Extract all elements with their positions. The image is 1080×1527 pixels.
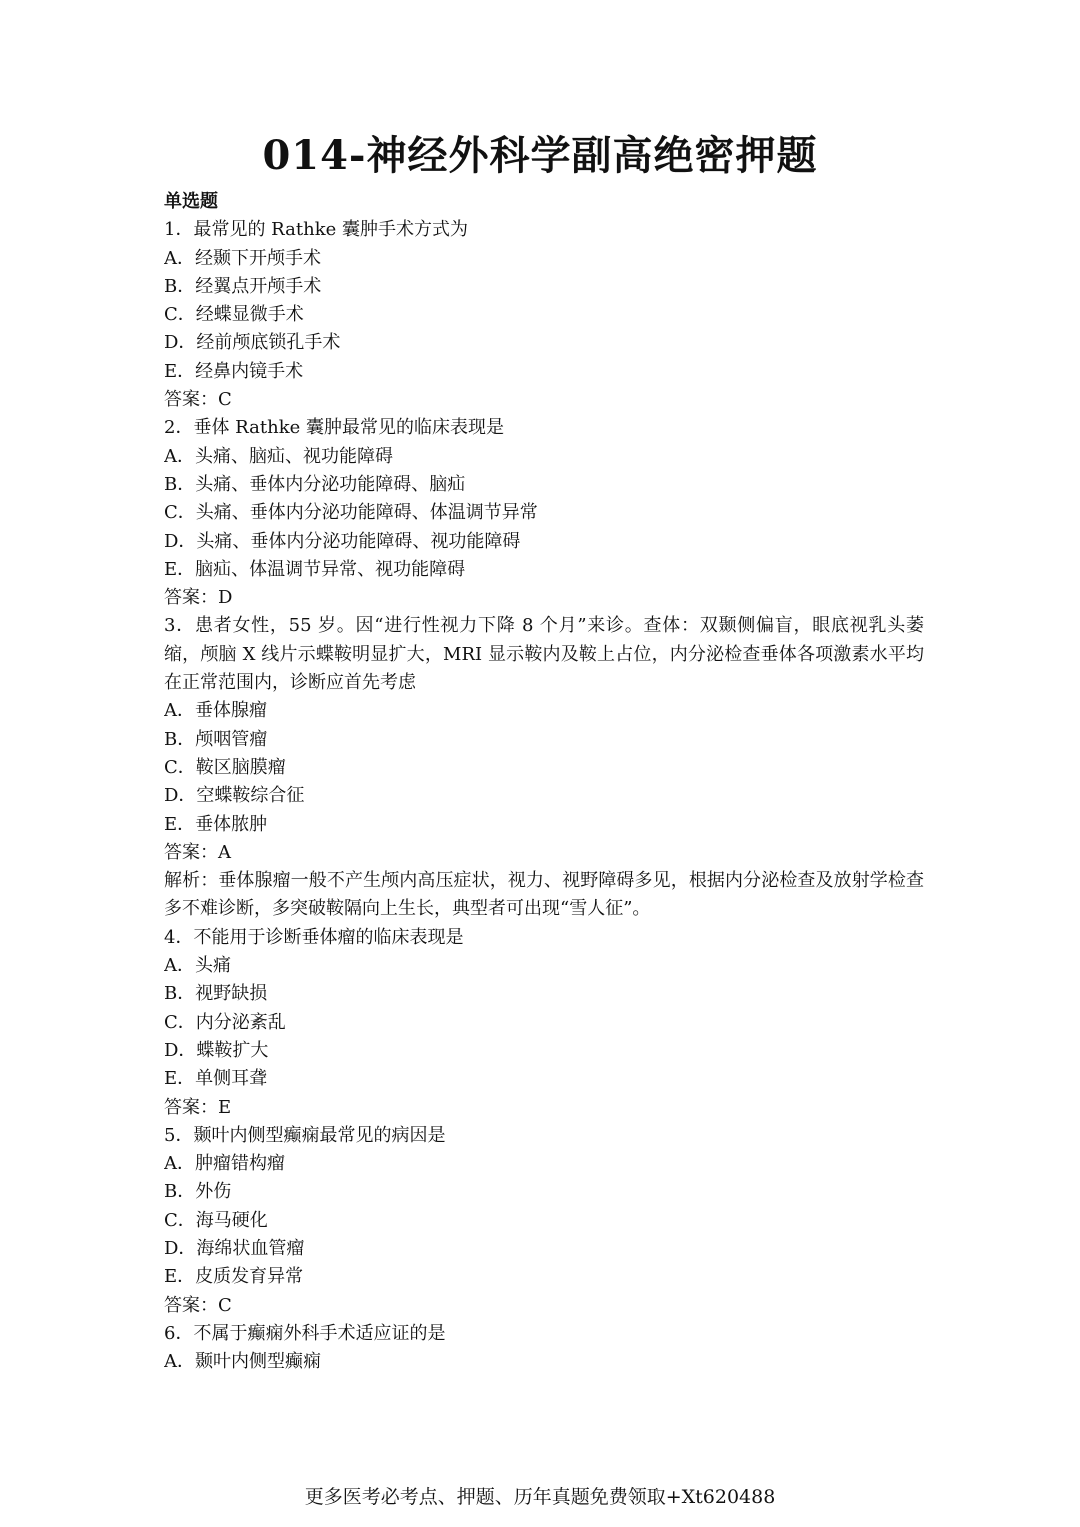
answer-key: 答案：C — [164, 389, 232, 411]
answer-option: E．经鼻内镜手术 — [164, 360, 304, 382]
answer-option: C．海马硬化 — [164, 1209, 268, 1231]
answer-option: D．海绵状血管瘤 — [164, 1237, 305, 1259]
question-block — [164, 1320, 924, 1377]
answer-option: B．视野缺损 — [164, 983, 268, 1005]
document-title: 014-神经外科学副高绝密押题 — [262, 132, 818, 179]
answer-key: 答案：E — [164, 1096, 232, 1118]
answer-option: A．头痛 — [164, 955, 231, 977]
question-block — [164, 216, 924, 414]
answer-option: B．头痛、垂体内分泌功能障碍、脑疝 — [164, 473, 466, 495]
question-stem: 4．不能用于诊断垂体瘤的临床表现是 — [164, 926, 464, 948]
question-stem: 2．垂体 Rathke 囊肿最常见的临床表现是 — [164, 417, 504, 439]
question-block — [164, 924, 924, 1122]
answer-key: 答案：C — [164, 1294, 232, 1316]
answer-option: C．头痛、垂体内分泌功能障碍、体温调节异常 — [164, 502, 538, 524]
answer-option: C．鞍区脑膜瘤 — [164, 756, 286, 778]
document-body — [164, 188, 924, 1376]
answer-option: A．肿瘤错构瘤 — [164, 1153, 285, 1175]
question-stem: 5．颞叶内侧型癫痫最常见的病因是 — [164, 1124, 446, 1146]
answer-option: E．单侧耳聋 — [164, 1068, 268, 1090]
answer-option: D．空蝶鞍综合征 — [164, 785, 305, 807]
answer-option: E．垂体脓肿 — [164, 813, 268, 835]
answer-option: A．头痛、脑疝、视功能障碍 — [164, 445, 393, 467]
question-stem: 6．不属于癫痫外科手术适应证的是 — [164, 1322, 446, 1344]
answer-option: A．垂体腺瘤 — [164, 700, 267, 722]
answer-option: A．颞叶内侧型癫痫 — [164, 1351, 321, 1373]
answer-option: C．内分泌紊乱 — [164, 1011, 286, 1033]
answer-option: C．经蝶显微手术 — [164, 304, 304, 326]
answer-option: E．皮质发育异常 — [164, 1266, 304, 1288]
promo-footer: 更多医考必考点、押题、历年真题免费领取+Xt620488 — [304, 1486, 776, 1508]
answer-analysis: 解析：垂体腺瘤一般不产生颅内高压症状，视力、视野障碍多见，根据内分泌检查及放射学检查多不难诊断，多突破鞍隔向上生长，典型者可出现“雪人征”。 — [164, 870, 924, 920]
answer-option: E．脑疝、体温调节异常、视功能障碍 — [164, 558, 466, 580]
answer-option: B．颅咽管瘤 — [164, 728, 268, 750]
question-stem: 3．患者女性，55 岁。因“进行性视力下降 8 个月”来诊。查体：双颞侧偏盲，眼底视乳头萎缩，颅脑 X 线片示蝶鞍明显扩大，MRI 显示鞍内及鞍上占位，内分泌检查垂体各项激素水平均在正常范围内，诊断应首先考虑 — [164, 615, 924, 694]
section-label: 单选题 — [164, 191, 218, 212]
question-block — [164, 1122, 924, 1320]
answer-option: B．经翼点开颅手术 — [164, 275, 322, 297]
answer-option: D．头痛、垂体内分泌功能障碍、视功能障碍 — [164, 530, 521, 552]
answer-option: D．蝶鞍扩大 — [164, 1039, 269, 1061]
answer-option: A．经颞下开颅手术 — [164, 247, 321, 269]
question-block — [164, 414, 924, 612]
answer-option: D．经前颅底锁孔手术 — [164, 332, 341, 354]
answer-key: 答案：A — [164, 841, 231, 863]
answer-key: 答案：D — [164, 587, 233, 609]
answer-option: B．外伤 — [164, 1181, 232, 1203]
question-block — [164, 612, 924, 923]
question-stem: 1．最常见的 Rathke 囊肿手术方式为 — [164, 219, 468, 241]
